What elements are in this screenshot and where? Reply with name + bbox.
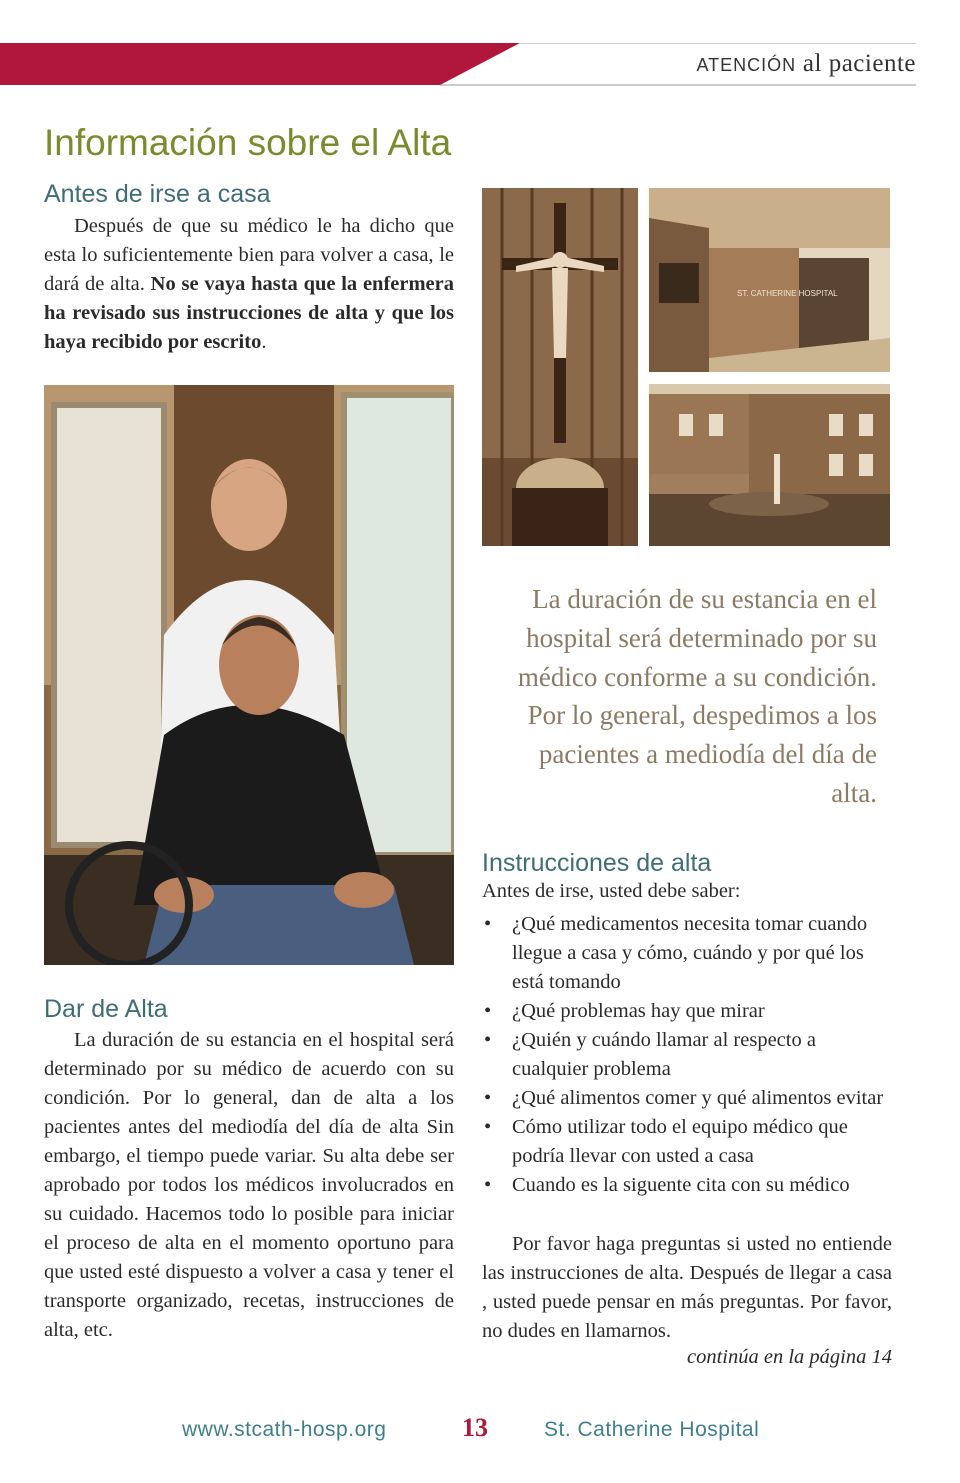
instrucciones-intro: Antes de irse, usted debe saber: — [482, 880, 741, 902]
instrucciones-list — [482, 910, 892, 1200]
hospital-building-photo — [649, 188, 890, 372]
dar-alta-paragraph: La duración de su estancia en el hospital será determinado por su médico de acuerdo con su condición. Por lo general, dan de alta a los pacientes antes del mediodía del día de alta Sin embargo, el tiempo puede variar. Su alta debe ser aprobado por todos los médicos involucrados en su cuidado. Hacemos todo lo posible para iniciar el proceso de alta en el momento oportuno para que usted esté dispuesto a volver a casa y tener el transporte organizado, recetas, instrucciones de alta, etc. — [44, 1029, 454, 1341]
footer-hospital-name: St. Catherine Hospital — [544, 1418, 760, 1441]
heading-dar-alta: Dar de Alta — [44, 995, 168, 1023]
page-title: Información sobre el Alta — [44, 122, 452, 163]
heading-instrucciones: Instrucciones de alta — [482, 849, 712, 877]
list-item: • Cuando es la siguente cita con su médico — [482, 1171, 892, 1200]
list-item: • ¿Qué medicamentos necesita tomar cuando llegue a casa y cómo, cuándo y por qué los está tomando — [482, 910, 892, 997]
list-item: • ¿Qué problemas hay que mirar — [482, 997, 892, 1026]
continued-note: continúa en la página 14 — [687, 1346, 892, 1368]
garden-photo — [649, 384, 890, 546]
list-item: • ¿Quién y cuándo llamar al respecto a cualquier problema — [482, 1026, 892, 1084]
building-sign: ST. CATHERINE HOSPITAL — [737, 289, 838, 298]
instrucciones-closing: Por favor haga preguntas si usted no entiende las instrucciones de alta. Después de llegar a casa , usted puede pensar en más preguntas. Por favor, no dudes en llamarnos. — [482, 1233, 892, 1342]
section-label: ATENCIÓN al paciente — [696, 50, 916, 77]
pull-quote: La duración de su estancia en el hospital será determinado por su médico conforme a su condición. Por lo general, despedimos a los pacientes a mediodía del día de alta. — [517, 584, 877, 808]
list-item: • ¿Qué alimentos comer y qué alimentos evitar — [482, 1084, 892, 1113]
doctor-patient-photo — [44, 385, 454, 965]
page-number: 13 — [462, 1413, 488, 1442]
heading-antes: Antes de irse a casa — [44, 180, 271, 208]
list-item: • Cómo utilizar todo el equipo médico que podría llevar con usted a casa — [482, 1113, 892, 1171]
footer-url[interactable]: www.stcath-hosp.org — [182, 1418, 387, 1441]
antes-paragraph: Después de que su médico le ha dicho que esta lo suficientemente bien para volver a casa, le dará de alta. No se vaya hasta que la enfermera ha revisado sus instrucciones de alta y que los haya recibido por escrito. — [44, 215, 455, 353]
crucifix-photo — [482, 188, 638, 546]
